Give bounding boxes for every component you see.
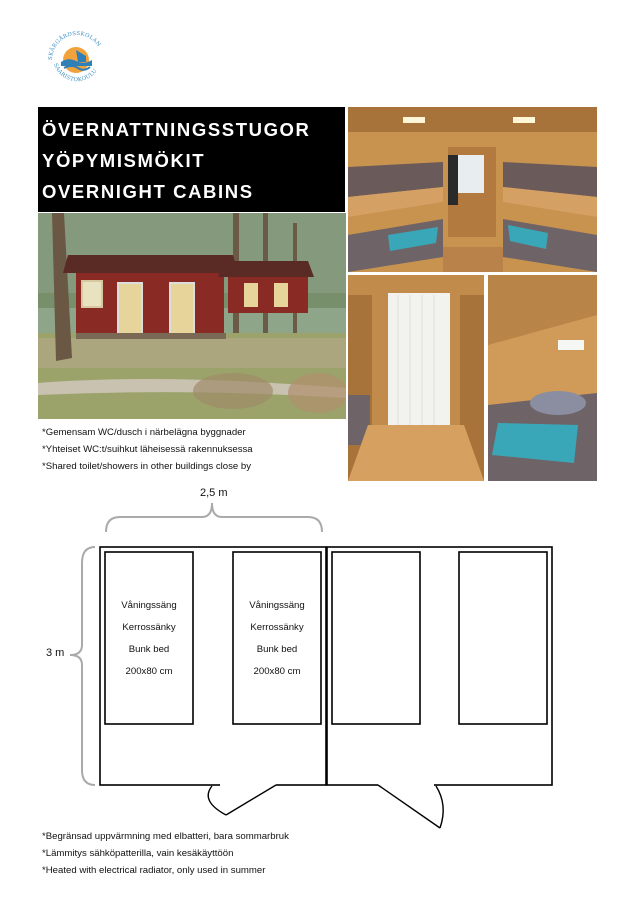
interior-bed-photo bbox=[488, 275, 597, 481]
school-logo bbox=[42, 24, 112, 88]
bed-label-size: 200x80 cm bbox=[125, 666, 173, 677]
bed-label-fi: Kerrossänky bbox=[122, 622, 176, 633]
floor-plan bbox=[40, 485, 600, 835]
bed-label-sv: Våningssäng bbox=[121, 600, 177, 611]
title-block bbox=[38, 107, 345, 212]
bed-label-fi: Kerrossänky bbox=[250, 622, 304, 633]
bed-label-sv: Våningssäng bbox=[249, 600, 305, 611]
bunk-bed-label-2 bbox=[233, 595, 321, 683]
note-line-fi: *Yhteiset WC:t/suihkut läheisessä rakennuksessa bbox=[42, 444, 253, 455]
title-english: OVERNIGHT CABINS bbox=[42, 181, 254, 202]
interior-bunks-photo bbox=[348, 107, 597, 272]
heating-line-en: *Heated with electrical radiator, only used in summer bbox=[42, 865, 266, 876]
interior-door-photo bbox=[348, 275, 484, 481]
bed-label-en: Bunk bed bbox=[256, 644, 298, 655]
width-dimension-label: 2,5 m bbox=[200, 487, 228, 499]
cabin-exterior-photo bbox=[38, 213, 346, 419]
heating-line-sv: *Begränsad uppvärmning med elbatteri, bara sommarbruk bbox=[42, 831, 289, 842]
bed-label-en: Bunk bed bbox=[128, 644, 170, 655]
note-line-sv: *Gemensam WC/dusch i närbelägna byggnader bbox=[42, 427, 246, 438]
bed-label-size: 200x80 cm bbox=[253, 666, 301, 677]
logo-bottom-text: SAARISTOKOULU bbox=[52, 62, 99, 84]
depth-dimension-label: 3 m bbox=[46, 647, 65, 659]
logo-top-text: SKÄRGÅRDSSKOLAN bbox=[47, 30, 102, 61]
heating-line-fi: *Lämmitys sähköpatterilla, vain kesäkäyttöön bbox=[42, 848, 234, 859]
title-finnish: YÖPYMISMÖKIT bbox=[42, 150, 206, 171]
bunk-bed-label-1 bbox=[105, 595, 193, 683]
shared-facilities-note bbox=[42, 424, 253, 475]
title-swedish: ÖVERNATTNINGSSTUGOR bbox=[42, 119, 311, 140]
heating-note bbox=[42, 828, 289, 879]
note-line-en: *Shared toilet/showers in other buildings close by bbox=[42, 461, 252, 472]
